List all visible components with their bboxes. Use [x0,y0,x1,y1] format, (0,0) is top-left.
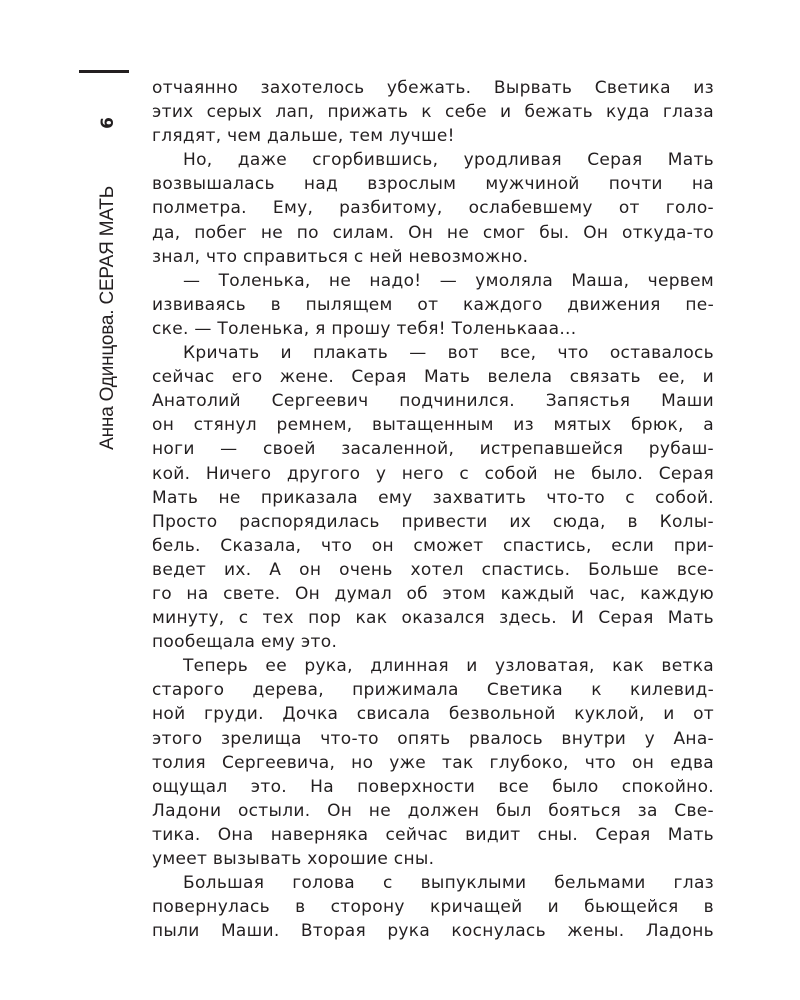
text-line: толия Сергеевича, но уже так глубоко, что он едва [152,752,714,773]
text-line: ноги — своей засаленной, истрепавшейся рубаш- [152,439,714,460]
text-line: бель. Сказала, что он сможет спастись, если при- [152,535,714,556]
text-line: пыли Маши. Вторая рука коснулась жены. Ладонь [152,921,714,942]
text-line: Большая голова с выпуклыми бельмами глаз [183,873,714,894]
text-line: пообещала ему это. [152,632,338,653]
text-line: тика. Она наверняка сейчас видит сны. Серая Мать [152,824,714,845]
text-line: глядят, чем дальше, тем лучше! [152,126,455,147]
text-line: знал, что справиться с ней невозможно. [152,246,529,267]
text-line: Анатолий Сергеевич подчинился. Запястья Маши [152,391,714,412]
text-line: отчаянно захотелось убежать. Вырвать Светика из [152,78,714,98]
text-line: ске. — Толенька, я прошу тебя! Толенькааа... [152,318,577,339]
text-line: он стянул ремнем, вытащенным из мятых брюк, а [152,415,714,436]
text-line: ной груди. Дочка свисала безвольной куклой, и от [152,704,714,725]
text-line: Ладони остыли. Он не должен был бояться за Све- [152,800,714,821]
text-line: повернулась в сторону кричащей и бьющейся в [152,897,714,918]
text-line: го на свете. Он думал об этом каждый час, каждую [152,583,714,604]
top-rule [79,70,129,73]
text-line: Кричать и плакать — вот все, что оставалось [183,343,714,364]
text-line: Мать не приказала ему захватить что-то с собой. [152,487,714,508]
text-line: возвышалась над взрослым мужчиной почти на [152,174,714,195]
text-line: Но, даже сгорбившись, уродливая Серая Мать [183,150,714,171]
text-line: да, побег не по силам. Он не смог бы. Он откуда-то [152,222,714,243]
text-line: Теперь ее рука, длинная и узловатая, как ветка [183,656,714,677]
text-line: умеет вызывать хорошие сны. [152,849,435,869]
text-line: сейчас его жене. Серая Мать велела связать ее, и [152,367,714,388]
text-line: — Толенька, не надо! — умоляла Маша, червем [183,270,714,291]
text-line: извиваясь в пылящем от каждого движения пе- [152,294,714,315]
text-line: минуту, с тех пор как оказался здесь. И Серая Мать [152,608,714,629]
running-title: Анна Одинцова. СЕРАЯ МАТЬ [97,186,118,450]
text-line: ведет их. А он очень хотел спастись. Больше все- [152,559,714,580]
text-line: этих серых лап, прижать к себе и бежать куда глаза [152,102,714,123]
text-line: ощущал это. На поверхности все было спокойно. [152,776,714,797]
text-line: этого зрелища что-то опять рвалось внутри у Ана- [152,728,714,749]
page-number: 6 [98,117,118,129]
text-line: кой. Ничего другого у него с собой не было. Серая [152,463,714,484]
body-text [152,76,714,943]
text-line: Просто распорядилась привести их сюда, в Колы- [152,511,714,532]
text-line: полметра. Ему, разбитому, ослабевшему от голо- [152,198,714,219]
text-line: старого дерева, прижимала Светика к килевид- [152,680,714,701]
